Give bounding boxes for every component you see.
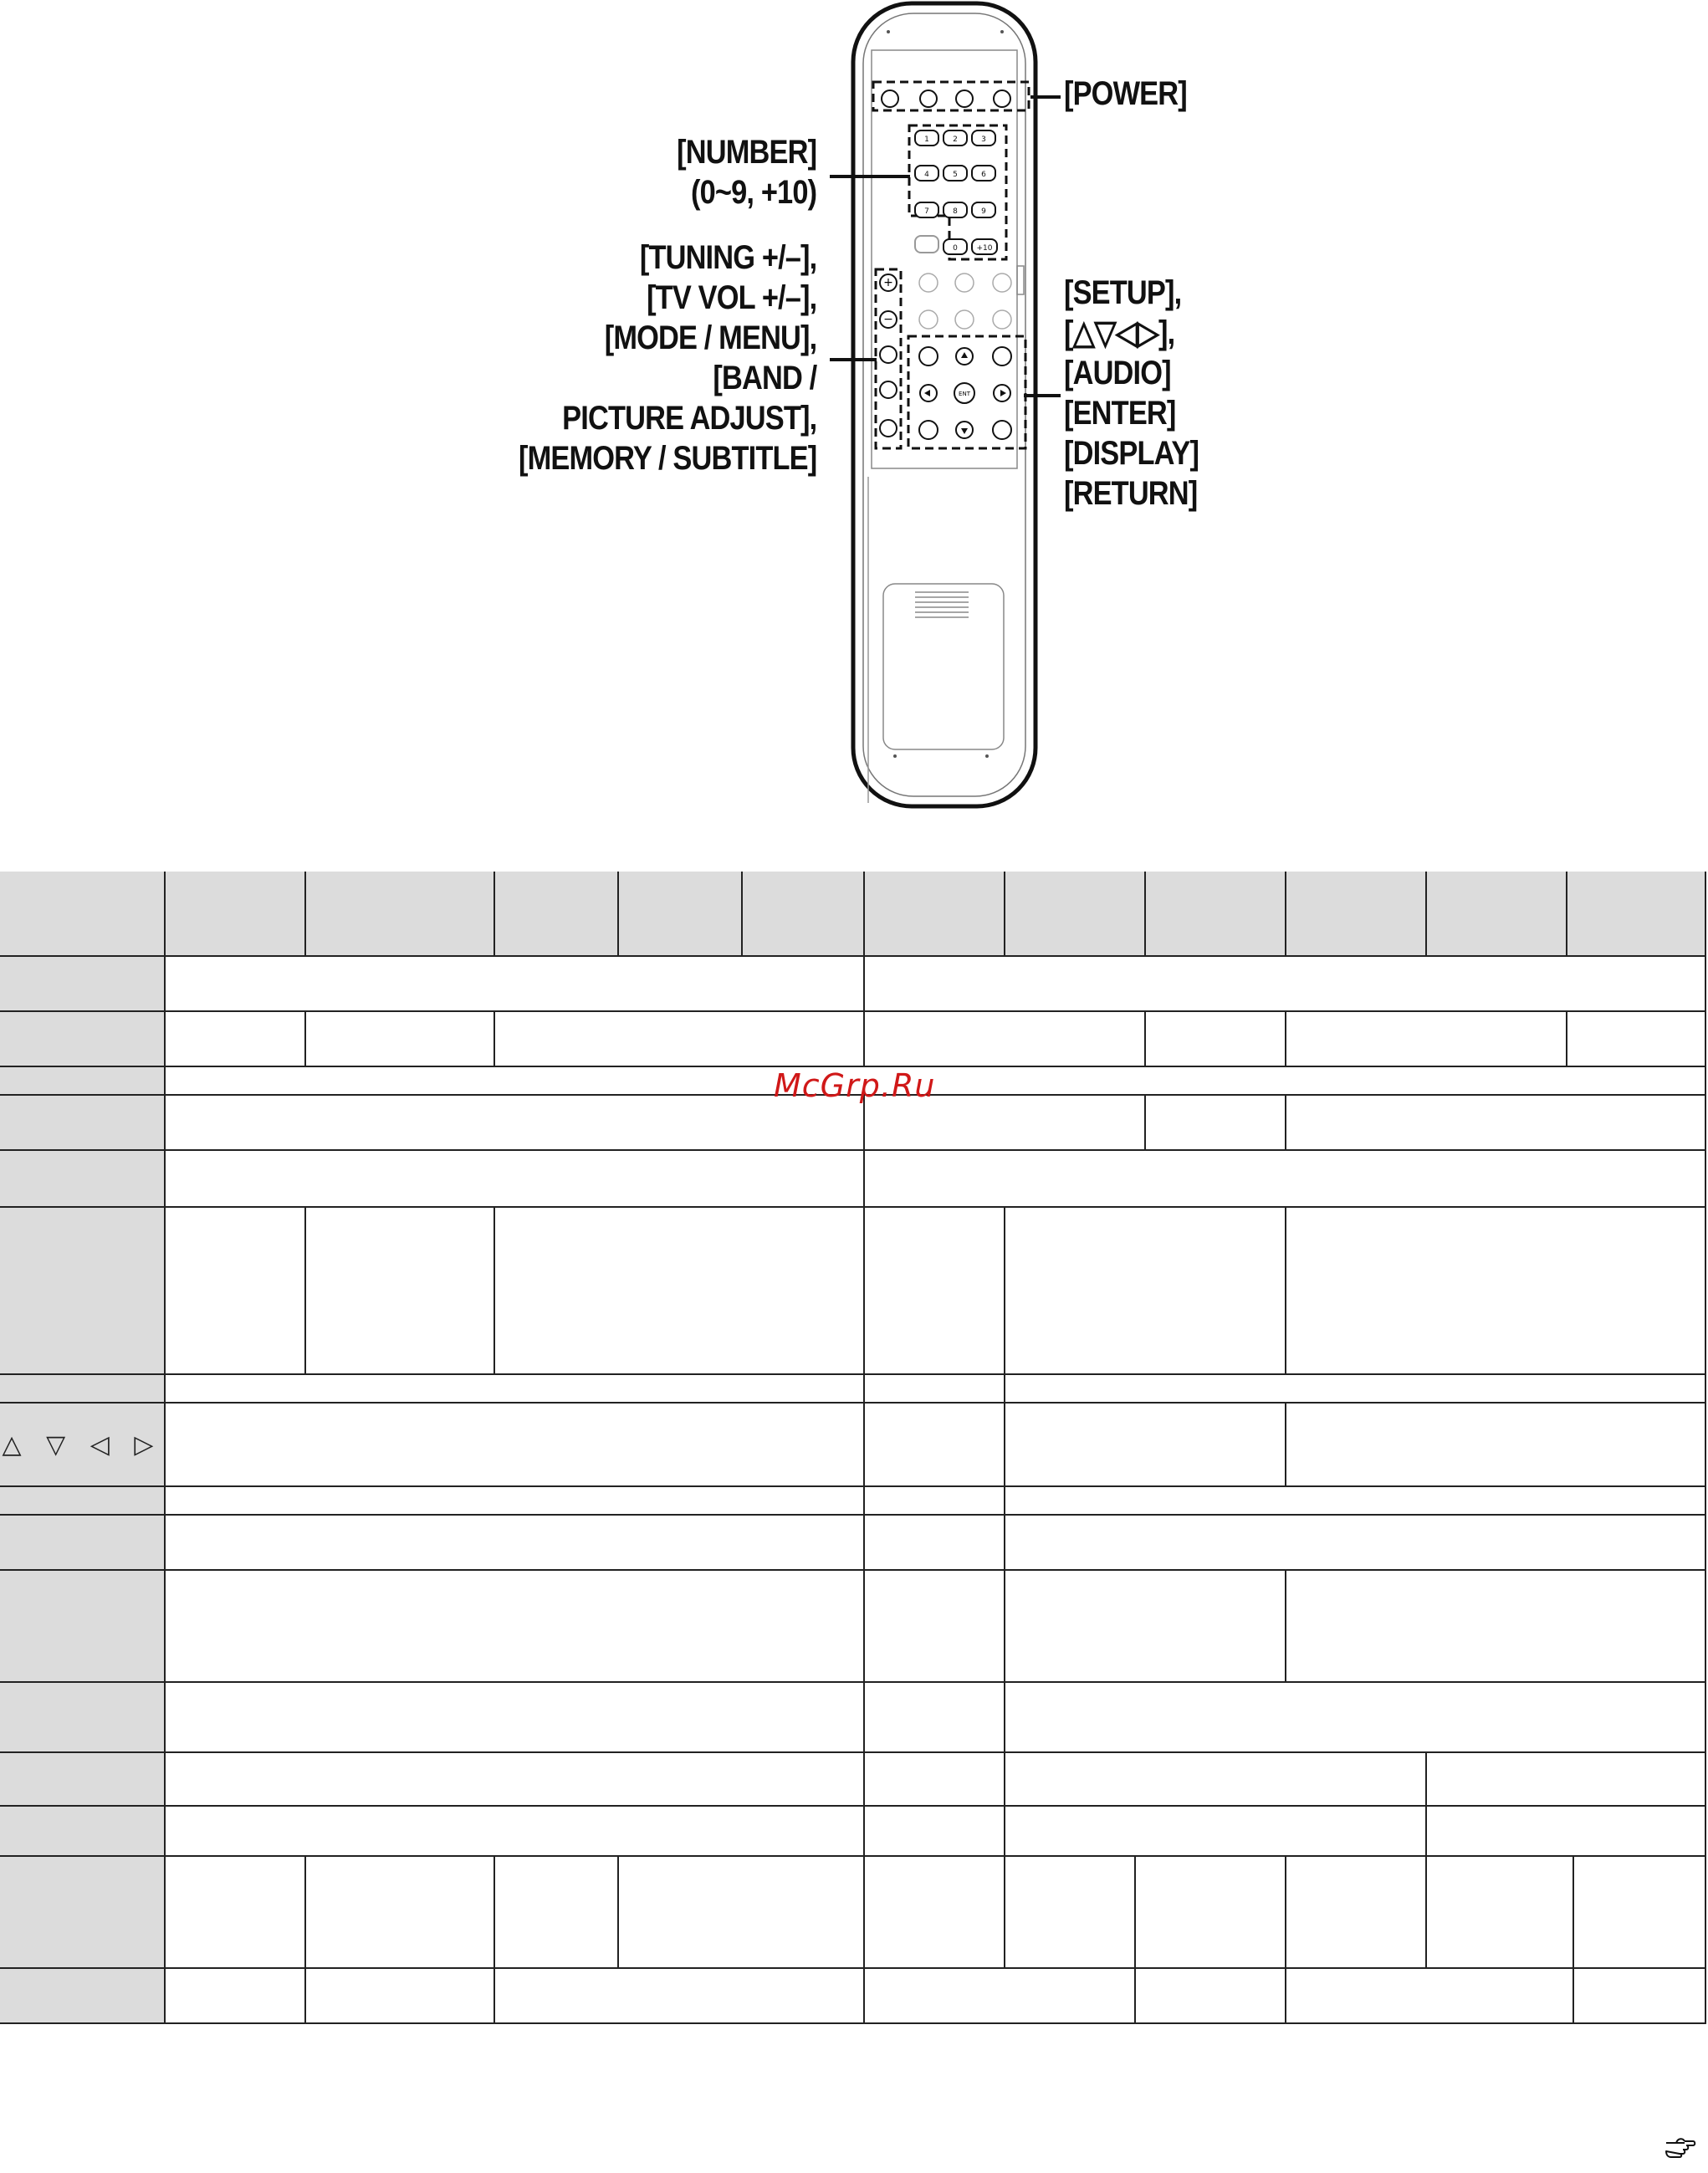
table-cell — [166, 1375, 865, 1404]
table-cell — [865, 957, 1706, 1012]
table-cell — [1574, 1857, 1706, 1969]
svg-text:6: 6 — [981, 171, 986, 179]
callout-line: [MODE / MENU], — [604, 320, 816, 356]
callout-line: [DISPLAY] — [1064, 435, 1199, 472]
table-cell — [619, 1857, 865, 1969]
svg-text:3: 3 — [981, 135, 986, 144]
table-cell — [166, 1487, 865, 1516]
table-cell — [1286, 1857, 1427, 1969]
table-cell — [1286, 1404, 1706, 1487]
callout-line: PICTURE ADJUST], — [561, 400, 816, 437]
table-header-cell — [306, 872, 495, 957]
svg-text:−: − — [883, 313, 893, 326]
function-table — [0, 872, 1708, 2026]
table-row-label — [0, 1807, 166, 1857]
table-cell — [1136, 1857, 1286, 1969]
table-cell — [865, 1683, 1005, 1753]
table-cell — [1005, 1487, 1706, 1516]
table-cell — [1427, 1857, 1574, 1969]
table-cell — [865, 1969, 1136, 2024]
table-cell — [1146, 1012, 1286, 1067]
table-cell — [865, 1571, 1005, 1683]
remote-control-icon — [845, 0, 1046, 816]
callout-line: [BAND / — [713, 360, 816, 396]
table-row-label — [0, 1753, 166, 1807]
table-cell — [865, 1807, 1005, 1857]
table-row-label — [0, 1516, 166, 1571]
table-cell — [865, 1857, 1005, 1969]
number-callout — [677, 132, 816, 212]
left-group-callout — [519, 238, 816, 478]
table-cell — [1005, 1516, 1706, 1571]
callout-line: [ENTER] — [1064, 395, 1176, 432]
table-cell — [166, 1807, 865, 1857]
table-header-cell — [1567, 872, 1706, 957]
table-header-cell — [743, 872, 865, 957]
callout-line: [MEMORY / SUBTITLE] — [518, 440, 816, 477]
table-cell — [495, 1208, 865, 1375]
table-cell — [1005, 1753, 1427, 1807]
table-row-label — [0, 1096, 166, 1151]
table-cell — [166, 1516, 865, 1571]
left-group-leader-line — [830, 358, 877, 361]
table-cell — [166, 1208, 306, 1375]
right-group-callout — [1064, 273, 1199, 514]
callout-line: [TUNING +/–], — [639, 239, 816, 276]
table-header-cell — [1286, 872, 1427, 957]
table-cell — [1427, 1753, 1706, 1807]
callout-line: [△▽◁▷], — [1064, 314, 1175, 351]
table-cell — [1567, 1012, 1706, 1067]
table-cell — [1005, 1375, 1706, 1404]
table-cell — [166, 1683, 865, 1753]
table-cell — [166, 1012, 306, 1067]
power-callout: [POWER] — [1064, 75, 1187, 112]
table-header-cell — [1427, 872, 1567, 957]
table-header-cell — [0, 872, 166, 957]
table-cell — [1574, 1969, 1706, 2024]
pointing-hand-icon — [1665, 2135, 1696, 2160]
callout-line: [SETUP], — [1064, 274, 1182, 311]
table-cell — [865, 1151, 1706, 1208]
table-cell — [166, 957, 865, 1012]
svg-text:+: + — [883, 276, 893, 289]
table-row-label — [0, 1375, 166, 1404]
number-callout-line-2: (0~9, +10) — [690, 174, 816, 211]
table-row-label — [0, 957, 166, 1012]
table-cell — [166, 1151, 865, 1208]
svg-text:7: 7 — [924, 207, 929, 216]
table-cell — [1286, 1012, 1567, 1067]
table-cell — [1286, 1571, 1706, 1683]
table-cell — [166, 1067, 1706, 1096]
svg-text:0: 0 — [953, 244, 958, 253]
table-cell — [306, 1857, 495, 1969]
table-cell — [1005, 1404, 1286, 1487]
svg-text:1: 1 — [924, 135, 929, 144]
svg-text:8: 8 — [953, 207, 958, 216]
table-header-cell — [619, 872, 743, 957]
callout-line: [RETURN] — [1064, 475, 1198, 512]
table-cell — [495, 1857, 619, 1969]
table-cell — [865, 1208, 1005, 1375]
table-cell — [865, 1487, 1005, 1516]
number-leader-line — [830, 175, 910, 178]
callout-line: [AUDIO] — [1064, 355, 1171, 391]
table-cell — [166, 1857, 306, 1969]
svg-text:ENT: ENT — [959, 391, 970, 397]
right-group-leader-line — [1024, 394, 1061, 397]
table-cell — [1005, 1683, 1706, 1753]
svg-text:4: 4 — [924, 171, 929, 179]
table-cell — [1286, 1208, 1706, 1375]
table-row-label — [0, 1571, 166, 1683]
table-cell — [166, 1753, 865, 1807]
table-cell — [865, 1404, 1005, 1487]
table-cell — [865, 1012, 1146, 1067]
table-row-label — [0, 1151, 166, 1208]
table-cell — [1005, 1571, 1286, 1683]
table-cell — [166, 1096, 865, 1151]
table-header-cell — [1146, 872, 1286, 957]
cursor-keys-row-label: △ ▽ ◁ ▷ — [0, 1404, 166, 1487]
table-cell — [166, 1571, 865, 1683]
table-cell — [495, 1012, 865, 1067]
table-row-label — [0, 1857, 166, 1969]
number-callout-line-1: [NUMBER] — [676, 134, 816, 171]
svg-text:5: 5 — [953, 171, 958, 179]
table-header-cell — [166, 872, 306, 957]
table-row-label — [0, 1012, 166, 1067]
table-row-label — [0, 1683, 166, 1753]
table-cell — [495, 1969, 865, 2024]
table-cell — [166, 1404, 865, 1487]
table-cell — [1005, 1208, 1286, 1375]
table-row-label — [0, 1208, 166, 1375]
table-cell — [865, 1753, 1005, 1807]
table-cell — [1146, 1096, 1286, 1151]
table-cell — [306, 1012, 495, 1067]
table-cell — [865, 1516, 1005, 1571]
table-row-label — [0, 1067, 166, 1096]
table-cell — [1286, 1969, 1574, 2024]
power-leader-line — [1030, 95, 1061, 99]
table-cell — [1286, 1096, 1706, 1151]
table-row-label — [0, 1969, 166, 2024]
watermark: McGrp.Ru — [774, 1067, 936, 1104]
table-header-cell — [1005, 872, 1146, 957]
table-cell — [1427, 1807, 1706, 1857]
table-cell — [1005, 1857, 1136, 1969]
table-cell — [1005, 1807, 1427, 1857]
svg-text:2: 2 — [953, 135, 958, 144]
table-cell — [1136, 1969, 1286, 2024]
table-cell — [306, 1208, 495, 1375]
table-row-label — [0, 1487, 166, 1516]
table-cell — [306, 1969, 495, 2024]
table-header-cell — [495, 872, 619, 957]
svg-text:+10: +10 — [976, 244, 993, 253]
svg-text:9: 9 — [981, 207, 986, 216]
table-cell — [166, 1969, 306, 2024]
table-cell — [865, 1375, 1005, 1404]
table-header-cell — [865, 872, 1005, 957]
callout-line: [TV VOL +/–], — [646, 279, 816, 316]
